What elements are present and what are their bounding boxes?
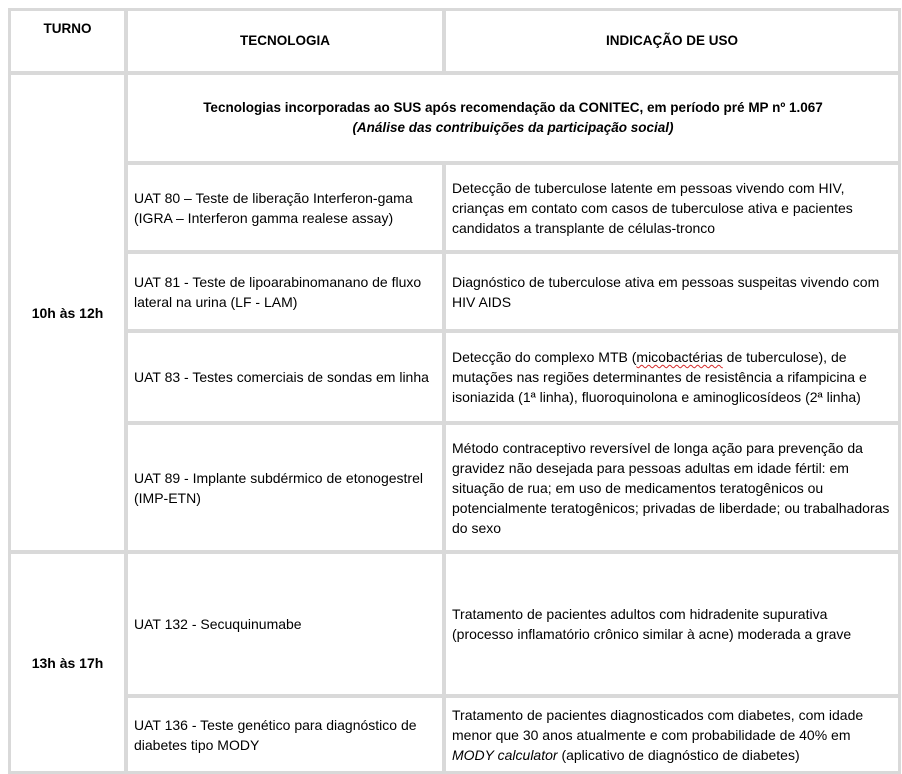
shift-afternoon: 13h às 17h	[11, 554, 124, 771]
tech-cell: UAT 132 - Secuquinumabe	[128, 554, 442, 694]
tech-cell: UAT 81 - Teste de lipoarabinomanano de fluxo lateral na urina (LF - LAM)	[128, 254, 442, 329]
shift-morning: 10h às 12h	[11, 75, 124, 550]
indication-cell: Método contraceptivo reversível de longa ação para prevenção da gravidez não desejada para pessoas adultas em idade fértil: em situação de rua; em uso de medicamentos teratogênicos ou potencialmente teratogênicos; privadas de liberdade; ou trabalhadoras do sexo	[446, 425, 898, 550]
indication-cell	[446, 698, 898, 771]
banner-subtitle: (Análise das contribuições da participação social)	[352, 120, 674, 135]
header-turno: TURNO	[11, 11, 124, 71]
tech-cell: UAT 89 - Implante subdérmico de etonogestrel (IMP-ETN)	[128, 425, 442, 550]
section-banner	[128, 75, 898, 161]
indication-text: Detecção do complexo MTB (micobactérias de tuberculose), de mutações nas regiões determinantes de resistência a rifampicina e isoniazida (1ª linha), fluoroquinolona e aminoglicosídeos (2ª linha)	[452, 349, 867, 405]
indication-cell: Detecção de tuberculose latente em pessoas vivendo com HIV, crianças em contato com casos de tuberculose ativa e pacientes candidatos a transplante de células-tronco	[446, 165, 898, 250]
indication-cell	[446, 333, 898, 421]
indication-cell: Diagnóstico de tuberculose ativa em pessoas suspeitas vivendo com HIV AIDS	[446, 254, 898, 329]
banner-title: Tecnologias incorporadas ao SUS após recomendação da CONITEC, em período pré MP nº 1.067	[203, 100, 823, 115]
spellcheck-word: micobactérias	[636, 349, 723, 365]
header-tecnologia: TECNOLOGIA	[128, 11, 442, 71]
tech-cell: UAT 80 – Teste de liberação Interferon-gama (IGRA – Interferon gamma realese assay)	[128, 165, 442, 250]
tech-cell: UAT 83 - Testes comerciais de sondas em linha	[128, 333, 442, 421]
tech-cell: UAT 136 - Teste genético para diagnóstico de diabetes tipo MODY	[128, 698, 442, 771]
indication-text: Tratamento de pacientes diagnosticados com diabetes, com idade menor que 30 anos atualmente e com probabilidade de 40% em MODY calculator (aplicativo de diagnóstico de diabetes)	[452, 706, 864, 763]
indication-cell: Tratamento de pacientes adultos com hidradenite supurativa (processo inflamatório crônico similar à acne) moderada a grave	[446, 554, 898, 694]
header-indicacao: INDICAÇÃO DE USO	[446, 11, 898, 71]
schedule-table	[8, 8, 901, 774]
